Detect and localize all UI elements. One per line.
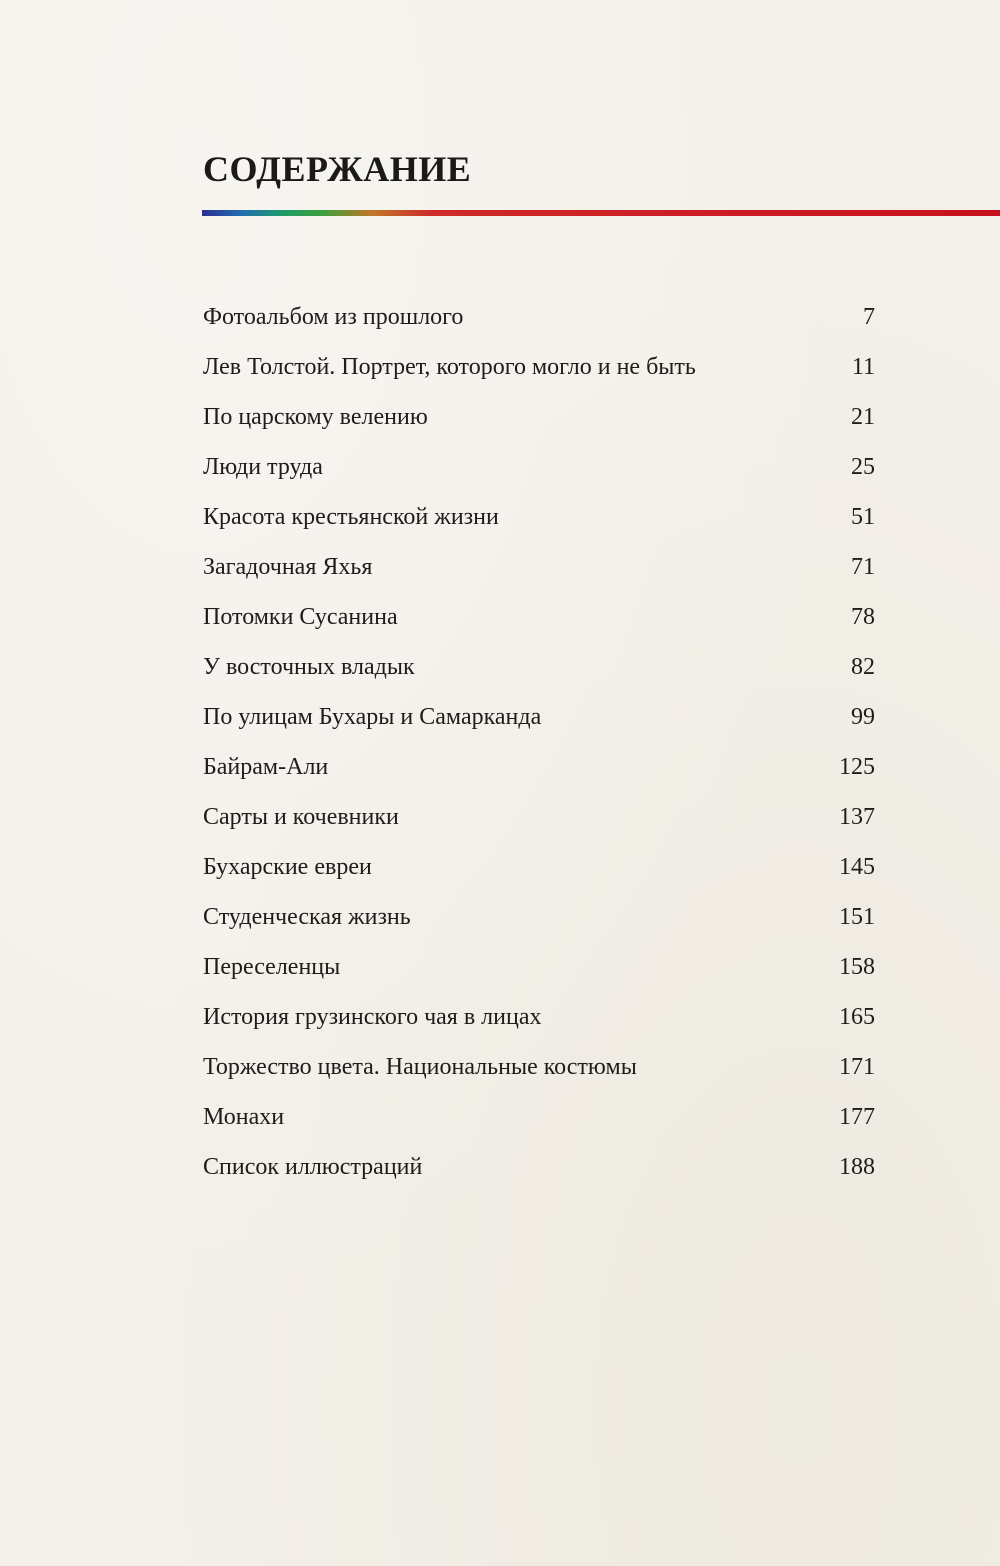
toc-entry[interactable] (203, 492, 875, 542)
toc-entry-title: У восточных владык (203, 654, 415, 680)
toc-entry[interactable] (203, 1092, 875, 1142)
toc-entry-title: Бухарские евреи (203, 854, 372, 880)
toc-entry-title: Красота крестьянской жизни (203, 504, 499, 530)
toc-entry-title: По царскому велению (203, 404, 428, 430)
toc-entry-title: Фотоальбом из прошлого (203, 304, 464, 330)
title-divider (202, 210, 1000, 216)
toc-entry-title: Переселенцы (203, 954, 341, 980)
toc-entry-page: 151 (839, 904, 875, 930)
toc-entry-title: Сарты и кочевники (203, 804, 399, 830)
toc-entry[interactable] (203, 342, 875, 392)
toc-entry[interactable] (203, 842, 875, 892)
toc-entry-title: Загадочная Яхья (203, 554, 373, 580)
toc-entry-page: 177 (839, 1104, 875, 1130)
toc-entry-page: 137 (839, 804, 875, 830)
toc-entry-page: 188 (839, 1154, 875, 1180)
toc-entry[interactable] (203, 542, 875, 592)
toc-entry-title: Люди труда (203, 454, 323, 480)
toc-entry[interactable] (203, 442, 875, 492)
toc-entry-page: 51 (851, 504, 875, 530)
table-of-contents (203, 292, 875, 1192)
toc-entry[interactable] (203, 392, 875, 442)
toc-entry[interactable] (203, 792, 875, 842)
toc-entry-page: 7 (863, 304, 875, 330)
toc-entry[interactable] (203, 642, 875, 692)
toc-entry-page: 171 (839, 1054, 875, 1080)
toc-entry-page: 99 (851, 704, 875, 730)
toc-entry-page: 11 (851, 354, 875, 380)
toc-entry-title: Студенческая жизнь (203, 904, 411, 930)
toc-entry-title: Лев Толстой. Портрет, которого могло и не быть (203, 354, 696, 380)
toc-entry-page: 145 (839, 854, 875, 880)
toc-entry-page: 158 (839, 954, 875, 980)
page-title: СОДЕРЖАНИЕ (203, 149, 472, 189)
toc-entry[interactable] (203, 592, 875, 642)
toc-entry-page: 71 (851, 554, 875, 580)
toc-entry-page: 78 (851, 604, 875, 630)
toc-entry[interactable] (203, 992, 875, 1042)
toc-entry-page: 82 (851, 654, 875, 680)
toc-entry[interactable] (203, 942, 875, 992)
toc-entry-title: Торжество цвета. Национальные костюмы (203, 1054, 637, 1080)
toc-entry-page: 25 (851, 454, 875, 480)
toc-entry[interactable] (203, 292, 875, 342)
toc-entry-title: Байрам-Али (203, 754, 329, 780)
toc-entry[interactable] (203, 692, 875, 742)
toc-entry-title: По улицам Бухары и Самарканда (203, 704, 542, 730)
toc-entry-title: Монахи (203, 1104, 285, 1130)
toc-entry-page: 125 (839, 754, 875, 780)
toc-entry-title: Потомки Сусанина (203, 604, 398, 630)
toc-entry-page: 21 (851, 404, 875, 430)
toc-entry-page: 165 (839, 1004, 875, 1030)
toc-entry[interactable] (203, 1042, 875, 1092)
toc-entry-title: История грузинского чая в лицах (203, 1004, 542, 1030)
toc-entry[interactable] (203, 1142, 875, 1192)
toc-entry[interactable] (203, 742, 875, 792)
toc-entry[interactable] (203, 892, 875, 942)
toc-entry-title: Список иллюстраций (203, 1154, 423, 1180)
